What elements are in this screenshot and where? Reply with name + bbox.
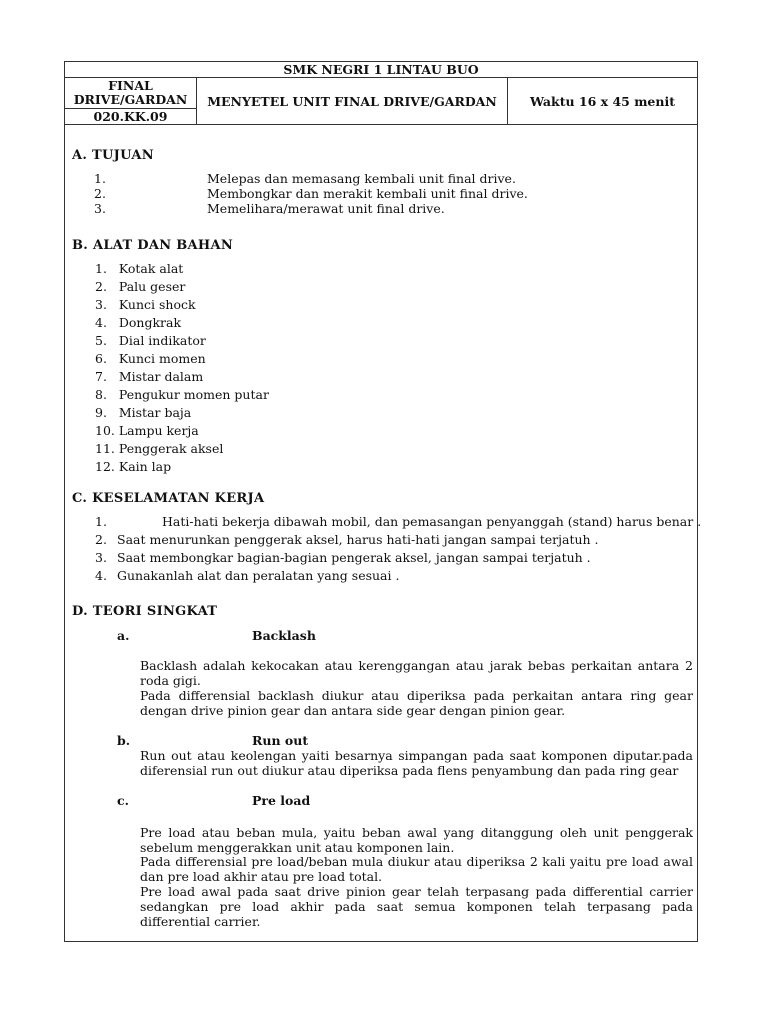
list-item: 11. Penggerak aksel [95, 441, 224, 456]
list-item: 7. Mistar dalam [95, 369, 204, 384]
section-a-heading: A. TUJUAN [72, 148, 154, 163]
section-d-heading: D. TEORI SINGKAT [72, 604, 218, 619]
school-name: SMK NEGRI 1 LINTAU BUO [65, 62, 698, 78]
time-allocation: Waktu 16 x 45 menit [508, 78, 698, 125]
list-item: 4. Dongkrak [95, 315, 182, 330]
list-item: 9. Mistar baja [95, 405, 192, 420]
subsection-title: Backlash [252, 628, 316, 643]
module-title: MENYETEL UNIT FINAL DRIVE/GARDAN [197, 78, 508, 125]
list-item: 10. Lampu kerja [95, 423, 199, 438]
section-c-heading: C. KESELAMATAN KERJA [72, 491, 265, 506]
list-item: 8. Pengukur momen putar [95, 387, 269, 402]
header-table [64, 61, 698, 125]
paragraph: Pada differensial pre load/beban mula diukur atau diperiksa 2 kali yaitu pre load awal dan pre load akhir atau pre load total. [140, 854, 693, 884]
subsection-title: Run out [252, 733, 309, 748]
paragraph: Pada differensial backlash diukur atau diperiksa pada perkaitan antara ring gear dengan drive pinion gear dan antara side gear dengan pinion gear. [140, 688, 693, 718]
paragraph: Backlash adalah kekocakan atau kerenggangan atau jarak bebas perkaitan antara 2 roda gigi. [140, 658, 693, 688]
subject-name: FINAL DRIVE/GARDAN [65, 78, 197, 109]
module-code: 020.KK.09 [65, 109, 197, 125]
list-item: 3. Kunci shock [95, 297, 196, 312]
list-item: 12. Kain lap [95, 459, 172, 474]
list-item: 1. Kotak alat [95, 261, 184, 276]
section-b-heading: B. ALAT DAN BAHAN [72, 238, 234, 253]
paragraph: Pre load awal pada saat drive pinion gear telah terpasang pada differential carrier sedangkan pre load akhir pada saat semua komponen telah terpasang pada differential carrier. [140, 884, 693, 929]
paragraph: Run out atau keolengan yaiti besarnya simpangan pada saat komponen diputar.pada diferensial run out diukur atau diperiksa pada flens penyambung dan pada ring gear [140, 748, 693, 778]
subsection-letter: a. [117, 628, 130, 643]
paragraph: Pre load atau beban mula, yaitu beban awal yang ditanggung oleh unit penggerak sebelum menggerakkan unit atau komponen lain. [140, 825, 693, 855]
subsection-title: Pre load [252, 793, 311, 808]
list-item: 2. Palu geser [95, 279, 186, 294]
subsection-letter: c. [117, 793, 129, 808]
list-item: 5. Dial indikator [95, 333, 206, 348]
subsection-letter: b. [117, 733, 131, 748]
list-item: 6. Kunci momen [95, 351, 206, 366]
